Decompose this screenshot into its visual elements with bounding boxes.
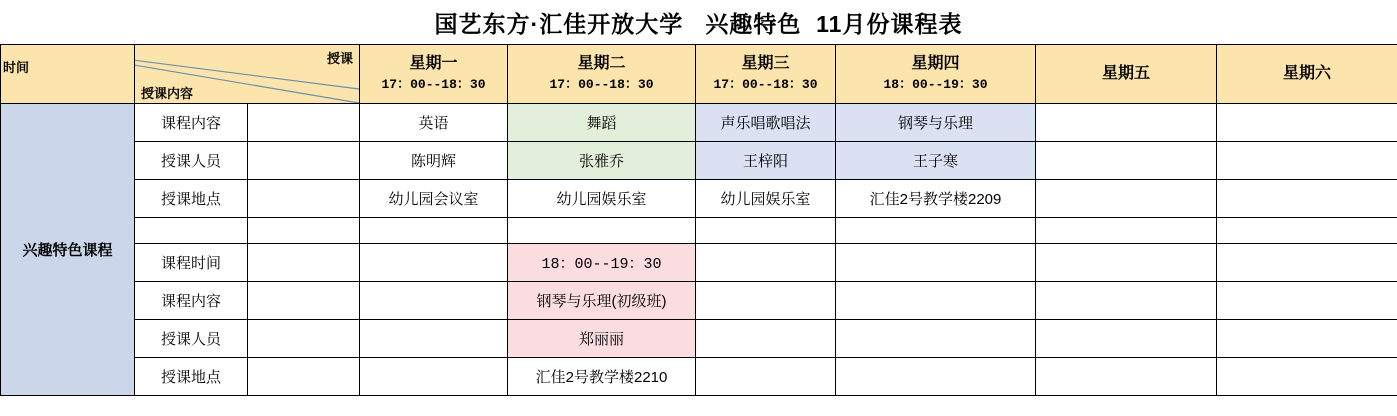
column-header-monday — [360, 45, 508, 104]
cell-r7-saturday — [1217, 320, 1397, 358]
column-header-saturday — [1217, 45, 1397, 104]
column-header-saturday-day: 星期六 — [1282, 65, 1331, 82]
cell-r3c0 — [248, 180, 360, 218]
cell-r4-tuesday — [508, 218, 696, 244]
table-row — [1, 358, 1397, 396]
cell-r1-friday — [1036, 104, 1217, 142]
cell-r2-tuesday: 张雅乔 — [508, 142, 696, 180]
cell-r5-saturday — [1217, 244, 1397, 282]
column-header-thursday — [836, 45, 1036, 104]
cell-r1c0 — [248, 104, 360, 142]
corner-teaching-label: 授课 — [326, 51, 353, 66]
table-row — [1, 320, 1397, 358]
row-label-course-content-1: 课程内容 — [135, 104, 248, 142]
column-header-wednesday-day: 星期三 — [741, 55, 790, 72]
cell-r7-monday — [360, 320, 508, 358]
cell-r4-monday — [360, 218, 508, 244]
cell-r5-monday — [360, 244, 508, 282]
cell-r2-friday — [1036, 142, 1217, 180]
page-title: 国艺东方·汇佳开放大学 兴趣特色 11月份课程表 — [434, 10, 963, 37]
cell-r8-friday — [1036, 358, 1217, 396]
cell-r8-thursday — [836, 358, 1036, 396]
row-label-teacher-1: 授课人员 — [135, 142, 248, 180]
cell-r2-monday: 陈明辉 — [360, 142, 508, 180]
cell-r7-wednesday — [696, 320, 836, 358]
cell-r3-saturday — [1217, 180, 1397, 218]
column-header-friday — [1036, 45, 1217, 104]
cell-r5-friday — [1036, 244, 1217, 282]
row-label-course-time-2: 课程时间 — [135, 244, 248, 282]
cell-r8-wednesday — [696, 358, 836, 396]
cell-r3-tuesday: 幼儿园娱乐室 — [508, 180, 696, 218]
corner-time-label: 时间 — [3, 60, 30, 75]
row-label-course-content-2: 课程内容 — [135, 282, 248, 320]
row-label-spacer — [135, 218, 248, 244]
cell-r3-friday — [1036, 180, 1217, 218]
table-row — [1, 142, 1397, 180]
column-header-monday-time: 17：00--18：30 — [381, 77, 486, 92]
section-label-cell: 兴趣特色课程 — [1, 104, 135, 396]
cell-r6-wednesday — [696, 282, 836, 320]
table-header-row — [1, 45, 1397, 104]
column-header-thursday-day: 星期四 — [911, 55, 960, 72]
corner-content-label: 授课内容 — [141, 86, 194, 101]
cell-r1-monday: 英语 — [360, 104, 508, 142]
cell-r5c0 — [248, 244, 360, 282]
cell-r4-wednesday — [696, 218, 836, 244]
cell-r3-monday: 幼儿园会议室 — [360, 180, 508, 218]
table-row — [1, 282, 1397, 320]
cell-r6c0 — [248, 282, 360, 320]
cell-r5-tuesday: 18：00--19：30 — [508, 244, 696, 282]
cell-r7c0 — [248, 320, 360, 358]
cell-r6-monday — [360, 282, 508, 320]
cell-r7-thursday — [836, 320, 1036, 358]
cell-r2-wednesday: 王梓阳 — [696, 142, 836, 180]
cell-r6-friday — [1036, 282, 1217, 320]
cell-r6-tuesday: 钢琴与乐理(初级班) — [508, 282, 696, 320]
cell-r2-saturday — [1217, 142, 1397, 180]
cell-r8c0 — [248, 358, 360, 396]
cell-r4-friday — [1036, 218, 1217, 244]
cell-r8-monday — [360, 358, 508, 396]
column-header-tuesday-day: 星期二 — [577, 55, 626, 72]
cell-r7-friday — [1036, 320, 1217, 358]
column-header-tuesday-time: 17：00--18：30 — [549, 77, 654, 92]
cell-r6-thursday — [836, 282, 1036, 320]
column-header-wednesday-time: 17：00--18：30 — [713, 77, 818, 92]
column-header-friday-day: 星期五 — [1101, 65, 1150, 82]
cell-r4-saturday — [1217, 218, 1397, 244]
table-row — [1, 244, 1397, 282]
cell-r4c0 — [248, 218, 360, 244]
cell-r2c0 — [248, 142, 360, 180]
cell-r8-tuesday: 汇佳2号教学楼2210 — [508, 358, 696, 396]
schedule-table — [0, 44, 1397, 396]
column-header-tuesday — [508, 45, 696, 104]
cell-r1-saturday — [1217, 104, 1397, 142]
title-row — [0, 0, 1397, 44]
row-label-location-2: 授课地点 — [135, 358, 248, 396]
column-header-wednesday — [696, 45, 836, 104]
cell-r8-saturday — [1217, 358, 1397, 396]
column-header-thursday-time: 18：00--19：30 — [883, 77, 988, 92]
cell-r5-thursday — [836, 244, 1036, 282]
cell-r3-thursday: 汇佳2号教学楼2209 — [836, 180, 1036, 218]
cell-r2-thursday: 王子寒 — [836, 142, 1036, 180]
row-label-location-1: 授课地点 — [135, 180, 248, 218]
cell-r1-tuesday: 舞蹈 — [508, 104, 696, 142]
cell-r6-saturday — [1217, 282, 1397, 320]
cell-r4-thursday — [836, 218, 1036, 244]
cell-r1-wednesday: 声乐唱歌唱法 — [696, 104, 836, 142]
cell-r7-tuesday: 郑丽丽 — [508, 320, 696, 358]
cell-r1-thursday: 钢琴与乐理 — [836, 104, 1036, 142]
row-label-teacher-2: 授课人员 — [135, 320, 248, 358]
table-row-spacer — [1, 218, 1397, 244]
column-header-monday-day: 星期一 — [409, 55, 458, 72]
cell-r3-wednesday: 幼儿园娱乐室 — [696, 180, 836, 218]
cell-r5-wednesday — [696, 244, 836, 282]
corner-left-cell — [1, 45, 135, 104]
table-row — [1, 104, 1397, 142]
corner-split-cell — [135, 45, 360, 104]
table-row — [1, 180, 1397, 218]
